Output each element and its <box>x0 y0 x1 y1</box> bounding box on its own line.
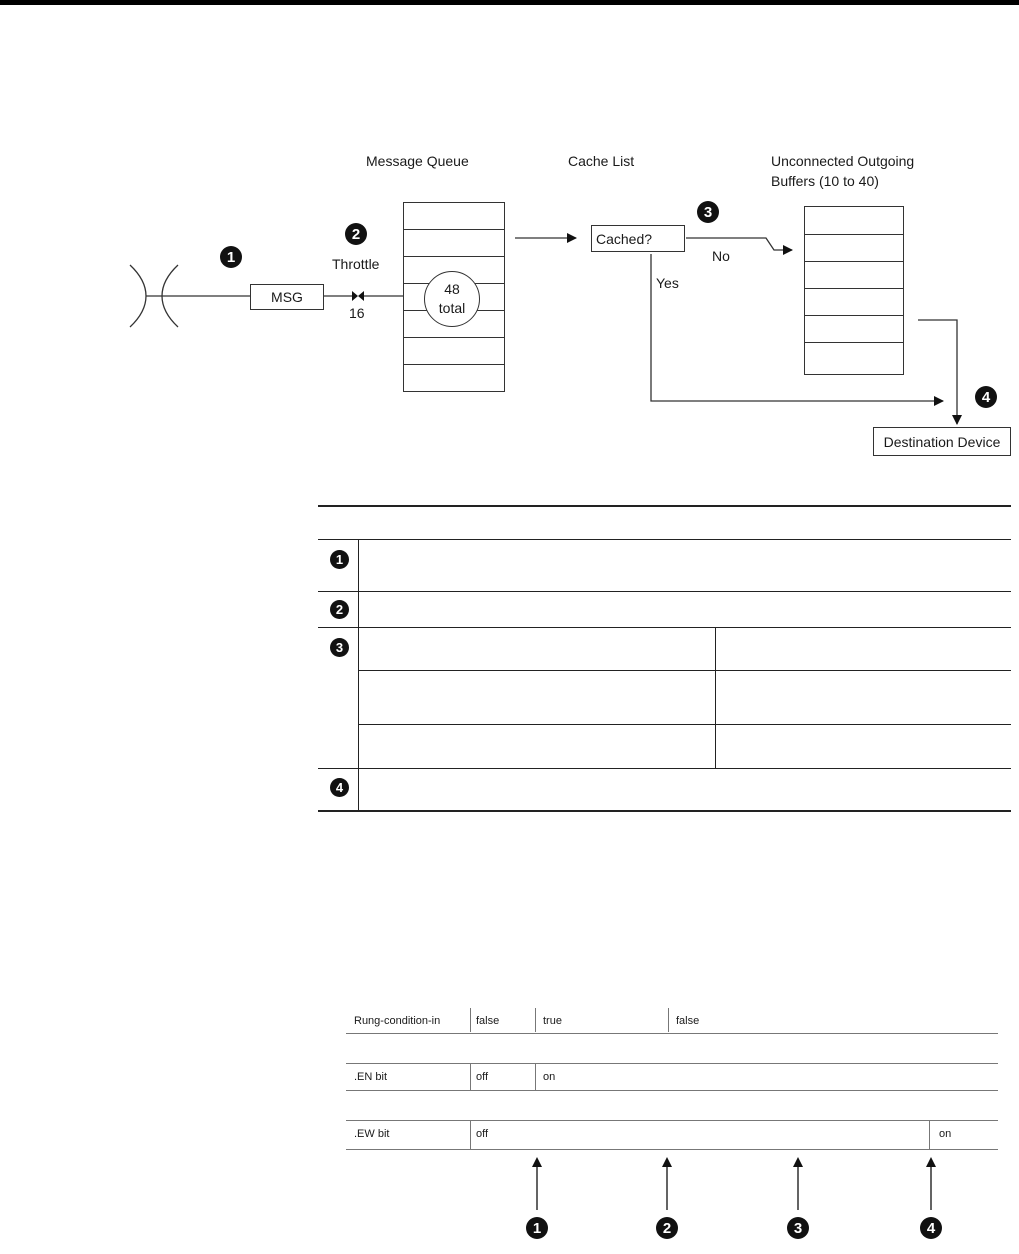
timing-row-label: Rung-condition-in <box>354 1015 441 1027</box>
timing-marker-4-badge: 4 <box>920 1217 942 1239</box>
timing-marker-3-badge: 3 <box>787 1217 809 1239</box>
legend-row-2-badge: 2 <box>330 600 349 619</box>
callout-3-badge: 3 <box>697 201 719 223</box>
legend-row-3-badge: 3 <box>330 638 349 657</box>
throttle-label: Throttle <box>332 256 380 272</box>
timing-row-label: .EN bit <box>354 1071 388 1083</box>
timing-value: false <box>476 1015 500 1027</box>
timing-value: on <box>939 1128 952 1140</box>
throttle-value: 16 <box>349 305 365 321</box>
timing-value: off <box>476 1071 489 1083</box>
timing-value: true <box>543 1015 562 1027</box>
no-branch-label: No <box>712 248 730 264</box>
timing-value: on <box>543 1071 556 1083</box>
queue-total-number: 48 <box>444 281 460 297</box>
callout-4-badge: 4 <box>975 386 997 408</box>
legend-row-1-badge: 1 <box>330 550 349 569</box>
unconnected-buffers-heading-line1: Unconnected Outgoing <box>771 153 915 169</box>
yes-branch-label: Yes <box>656 275 679 291</box>
cached-label: Cached? <box>596 230 653 247</box>
unconnected-buffers-heading-line2: Buffers (10 to 40) <box>771 173 879 189</box>
legend-row-4-badge: 4 <box>330 778 349 797</box>
message-queue-heading: Message Queue <box>366 153 469 169</box>
callout-1-badge: 1 <box>220 246 242 268</box>
timing-value: off <box>476 1128 489 1140</box>
timing-value: false <box>676 1015 700 1027</box>
timing-marker-2-badge: 2 <box>656 1217 678 1239</box>
destination-device-label: Destination Device <box>883 433 1001 450</box>
msg-label: MSG <box>271 289 303 305</box>
timing-row-label: .EW bit <box>354 1128 390 1140</box>
callout-2-badge: 2 <box>345 223 367 245</box>
cache-list-heading: Cache List <box>568 153 635 169</box>
timing-marker-1-badge: 1 <box>526 1217 548 1239</box>
queue-total-word: total <box>438 300 466 316</box>
